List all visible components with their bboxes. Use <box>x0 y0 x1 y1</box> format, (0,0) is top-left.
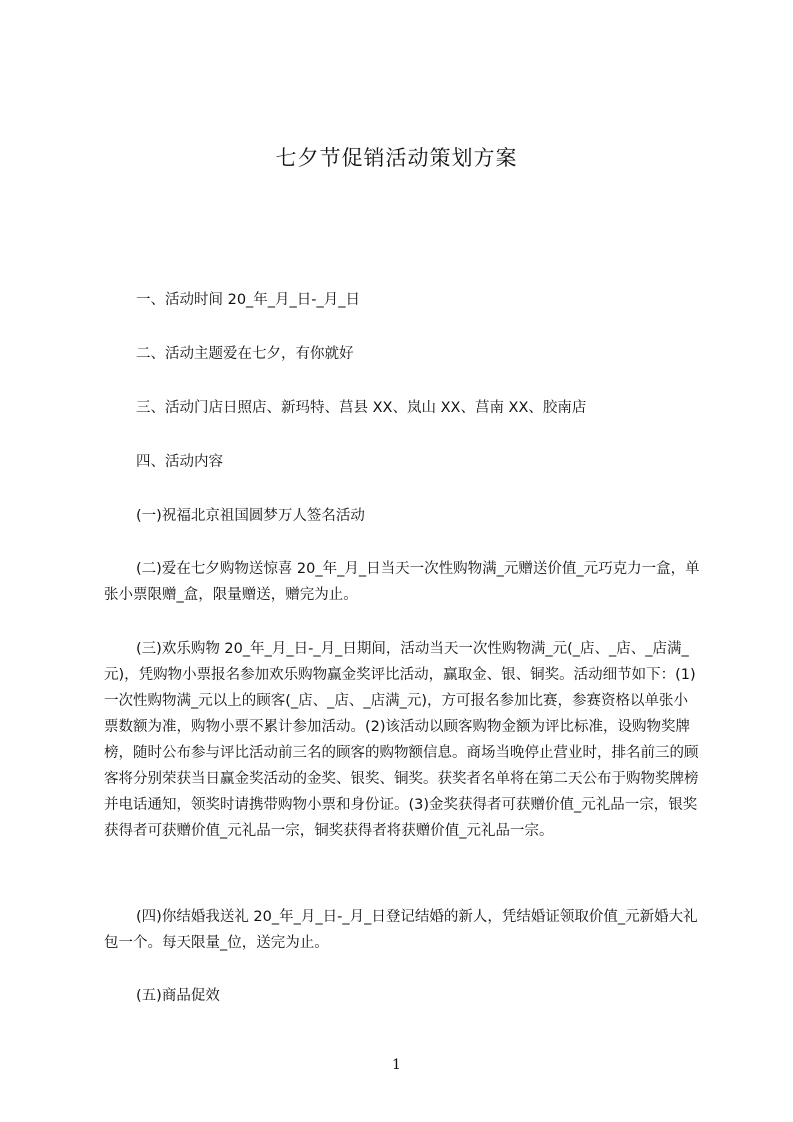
subsection-signature-event: (一)祝福北京祖国圆梦万人签名活动 <box>136 508 365 524</box>
subsection-wedding-gift: (四)你结婚我送礼 20_年_月_日-_月_日登记结婚的新人，凭结婚证领取价值_元新婚大礼包一个。每天限量_位，送完为止。 <box>104 909 698 951</box>
section-activity-time: 一、活动时间 20_年_月_日-_月_日 <box>136 292 361 308</box>
subsection-product-promotion: (五)商品促效 <box>136 988 220 1004</box>
section-activity-content: 四、活动内容 <box>136 454 223 470</box>
subsection-qixi-gift: (二)爱在七夕购物送惊喜 20_年_月_日当天一次性购物满_元赠送价值_元巧克力一盒，单张小票限赠_盒，限量赠送，赠完为止。 <box>104 561 700 603</box>
page-number: 1 <box>392 1057 401 1073</box>
document-title: 七夕节促销活动策划方案 <box>275 146 518 170</box>
subsection-happy-shopping: (三)欢乐购物 20_年_月_日-_月_日期间，活动当天一次性购物满_元(_店、_店、_店满_元)，凭购物小票报名参加欢乐购物赢金奖评比活动，赢取金、银、铜奖。活动细节如下：(1)一次性购物满_元以上的顾客(_店、_店、_店满_元)，方可报名参加比赛，参赛资格以单张小票数额为准，购物小票不累计参加活动。(2)该活动以顾客购物金额为评比标准，设购物奖牌榜，随时公布参与评比活动前三名的顾客的购物额信息。商场当晚停止营业时，排名前三的顾客将分别荣获当日赢金奖活动的金奖、银奖、铜奖。获奖者名单将在第二天公布于购物奖牌榜并电话通知，领奖时请携带购物小票和身份证。(3)金奖获得者可获赠价值_元礼品一宗，银奖获得者可获赠价值_元礼品一宗，铜奖获得者将获赠价值_元礼品一宗。 <box>104 641 699 839</box>
section-activity-theme: 二、活动主题爱在七夕，有你就好 <box>136 346 354 362</box>
section-activity-stores: 三、活动门店日照店、新玛特、莒县 XX、岚山 XX、莒南 XX、胶南店 <box>136 400 587 416</box>
